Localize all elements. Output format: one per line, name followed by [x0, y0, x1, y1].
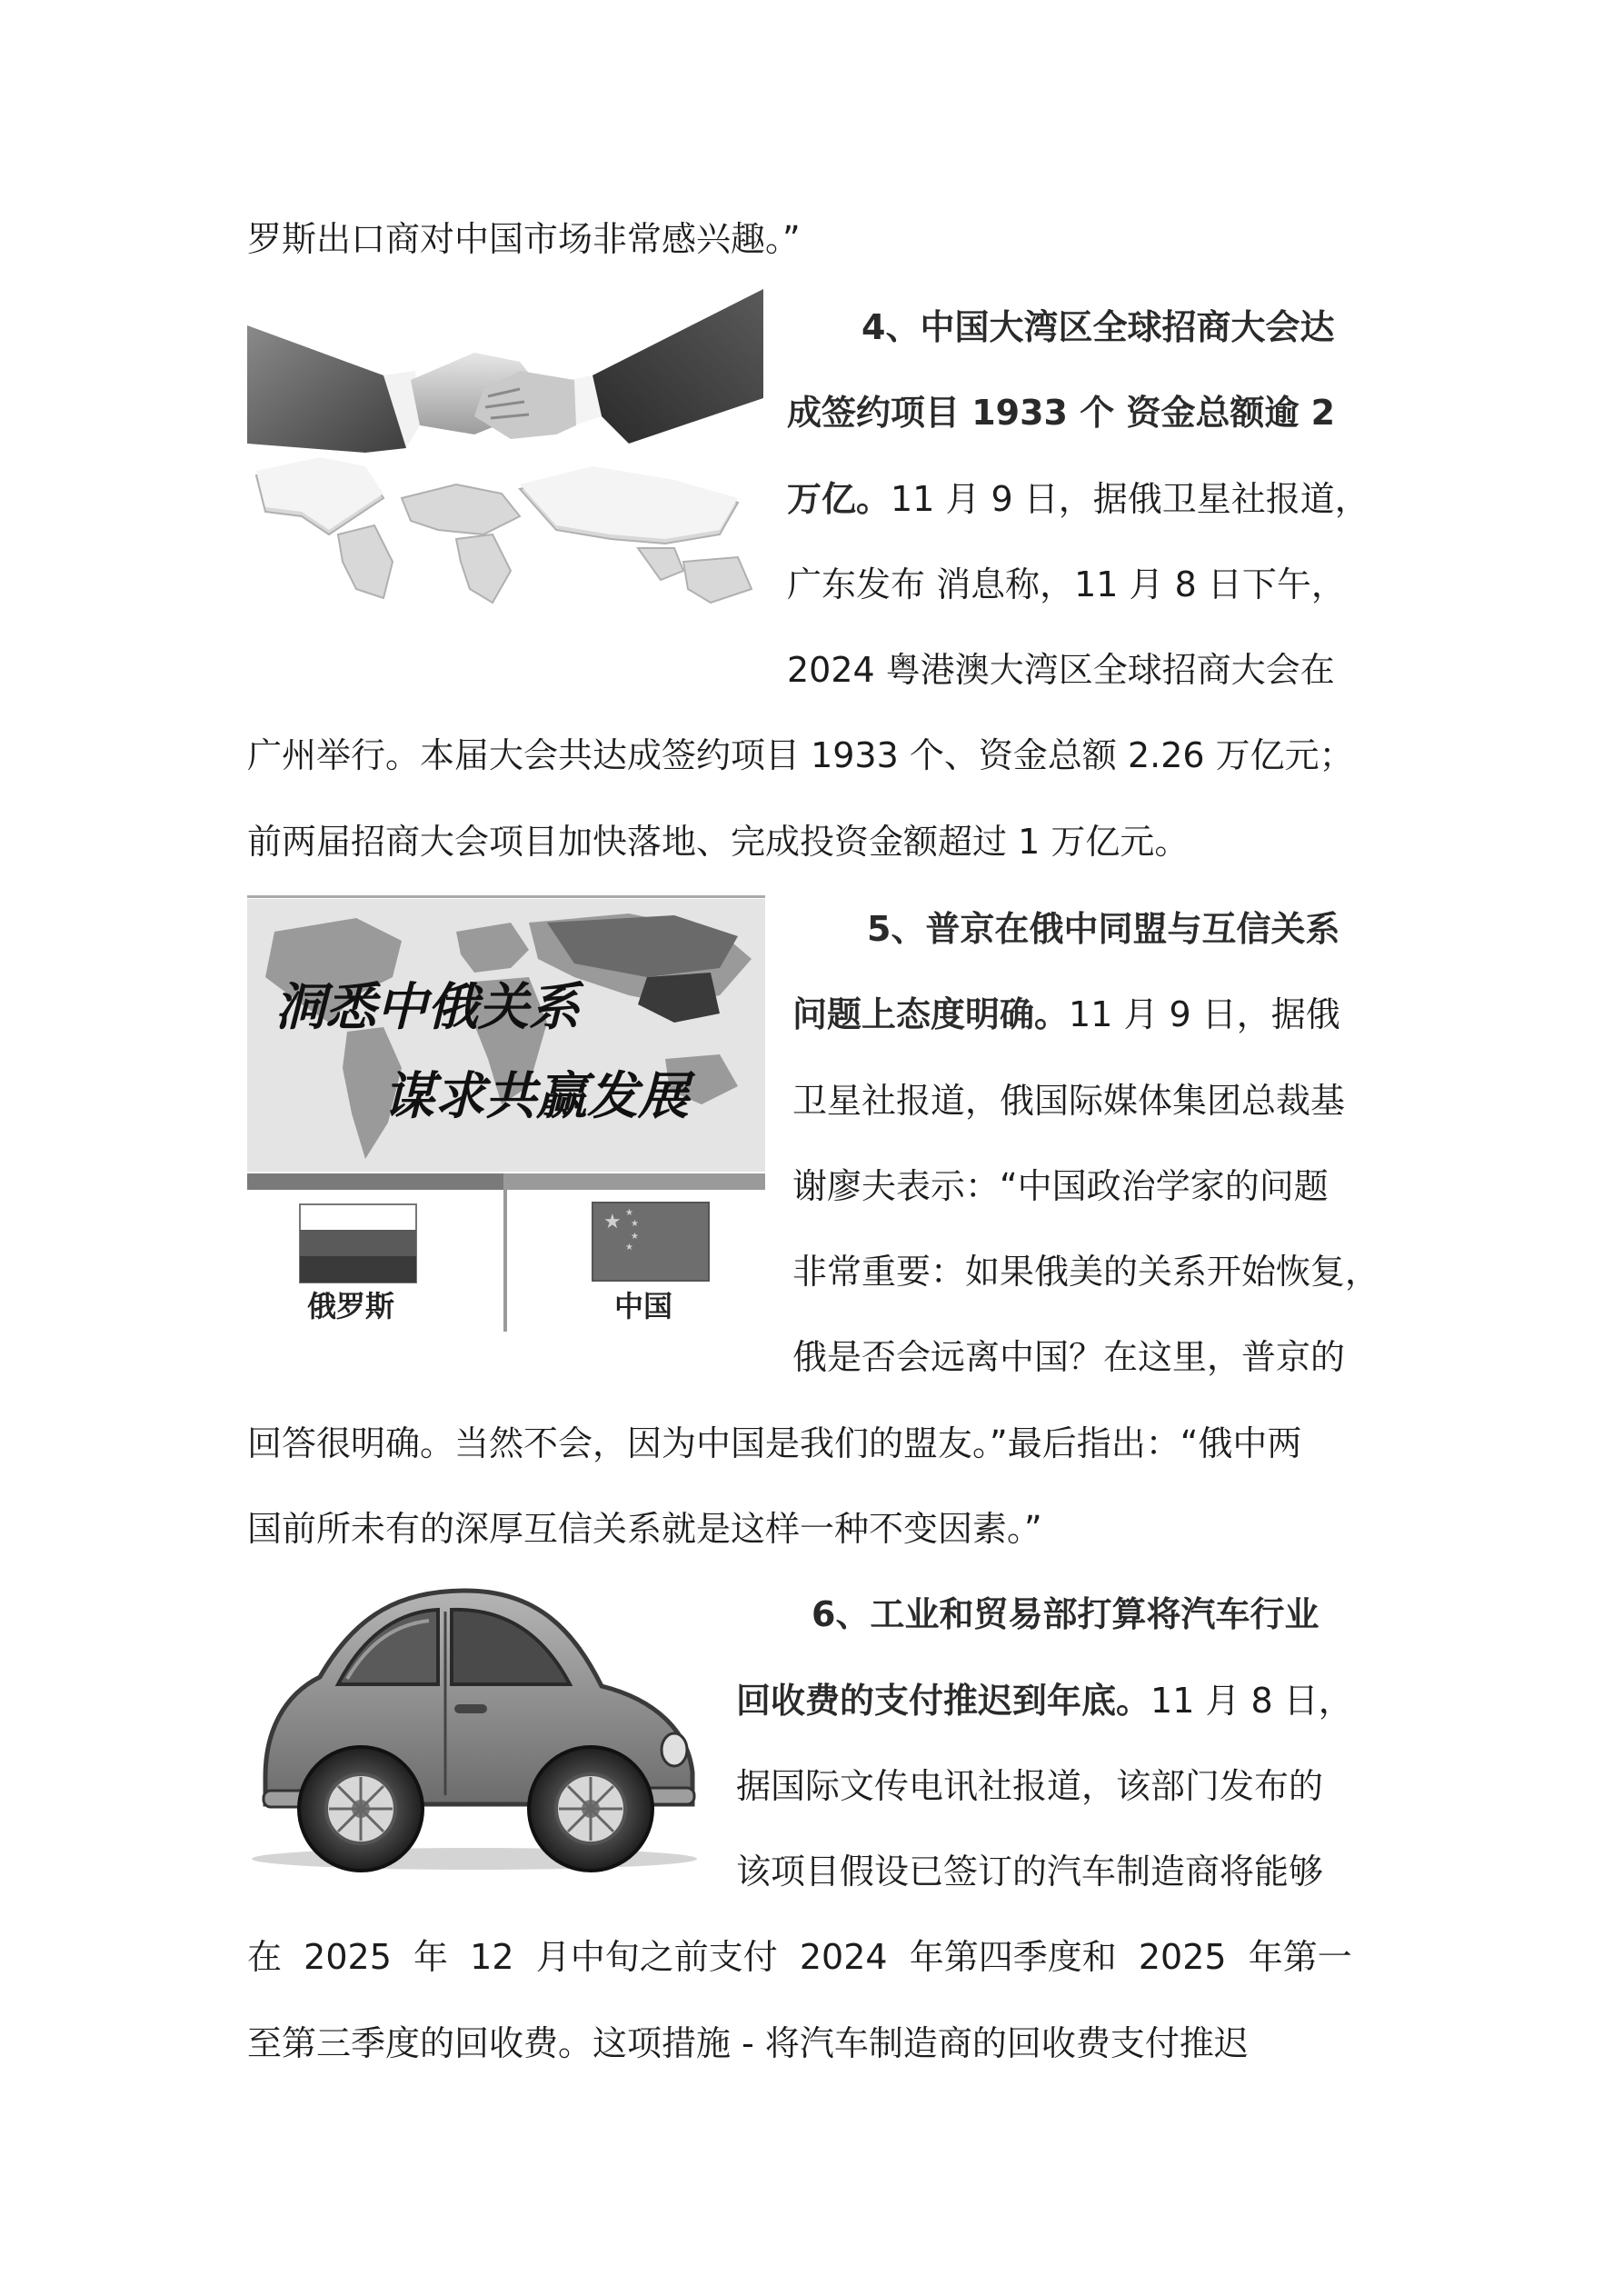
item5-line8: 国前所未有的深厚互信关系就是这样一种不变因素。”: [247, 1509, 1042, 1549]
item5-line2: [792, 992, 1340, 1037]
item4-line7: 前两届招商大会项目加快落地、完成投资金额超过 1 万亿元。: [247, 822, 1190, 862]
item6-line4: 该项目假设已签订的汽车制造商将能够: [736, 1852, 1324, 1892]
item4-line5: 2024 粤港澳大湾区全球招商大会在: [787, 650, 1335, 690]
item5-heading-line1: 5、普京在俄中同盟与互信关系: [867, 909, 1340, 949]
item6-line3: 据国际文传电讯社报道，该部门发布的: [736, 1766, 1324, 1806]
svg-text:★: ★: [603, 1211, 622, 1233]
item6-heading-line1: 6、工业和贸易部打算将汽车行业: [812, 1594, 1319, 1634]
handshake-map-image: [247, 289, 763, 616]
intro-tail-text: 罗斯出口商对中国市场非常感兴趣。”: [247, 219, 801, 259]
label-russia: 俄罗斯: [307, 1289, 395, 1323]
item5-line2-text: 11 月 9 日，据俄: [1069, 994, 1340, 1034]
svg-text:★: ★: [631, 1219, 639, 1229]
item5-line5: 非常重要：如果俄美的关系开始恢复，: [792, 1252, 1380, 1292]
item5-line3: 卫星社报道，俄国际媒体集团总裁基: [792, 1081, 1346, 1121]
item4-heading-line1: 4、中国大湾区全球招商大会达: [861, 307, 1335, 347]
svg-text:★: ★: [631, 1232, 639, 1242]
image-title-line1: 洞悉中俄关系: [274, 977, 580, 1037]
item5-line6: 俄是否会远离中国？在这里，普京的: [792, 1337, 1346, 1377]
item5-line7: 回答很明确。当然不会，因为中国是我们的盟友。”最后指出：“俄中两: [247, 1423, 1302, 1463]
item4-heading-line2: 成签约项目 1933 个 资金总额逾 2: [787, 393, 1336, 433]
car-image: [247, 1577, 702, 1872]
svg-text:★: ★: [625, 1243, 633, 1253]
item4-heading-line3: 万亿。: [787, 479, 891, 519]
item5-line4: 谢廖夫表示：“中国政治学家的问题: [792, 1166, 1329, 1206]
item6-line5: 在 2025 年 12 月中旬之前支付 2024 年第四季度和 2025 年第一: [247, 1937, 1352, 1977]
item6-heading-line2: 回收费的支付推迟到年底。: [736, 1681, 1151, 1721]
item5-heading-line2: 问题上态度明确。: [792, 994, 1070, 1034]
item6-line2: [736, 1678, 1353, 1723]
image-title-line2: 谋求共赢发展: [383, 1066, 689, 1126]
china-russia-relations-image: [247, 895, 765, 1332]
item4-line6: 广州举行。本届大会共达成签约项目 1933 个、资金总额 2.26 万亿元；: [247, 735, 1354, 775]
item4-line3: [787, 476, 1369, 522]
item6-line6: 至第三季度的回收费。这项措施 - 将汽车制造商的回收费支付推迟: [247, 2023, 1249, 2063]
item6-line2-text: 11 月 8 日，: [1150, 1681, 1353, 1721]
svg-text:★: ★: [625, 1208, 633, 1218]
item4-line3-text: 11 月 9 日，据俄卫星社报道，: [891, 479, 1369, 519]
label-china: 中国: [614, 1289, 673, 1323]
item4-line4: 广东发布 消息称，11 月 8 日下午，: [787, 564, 1346, 604]
